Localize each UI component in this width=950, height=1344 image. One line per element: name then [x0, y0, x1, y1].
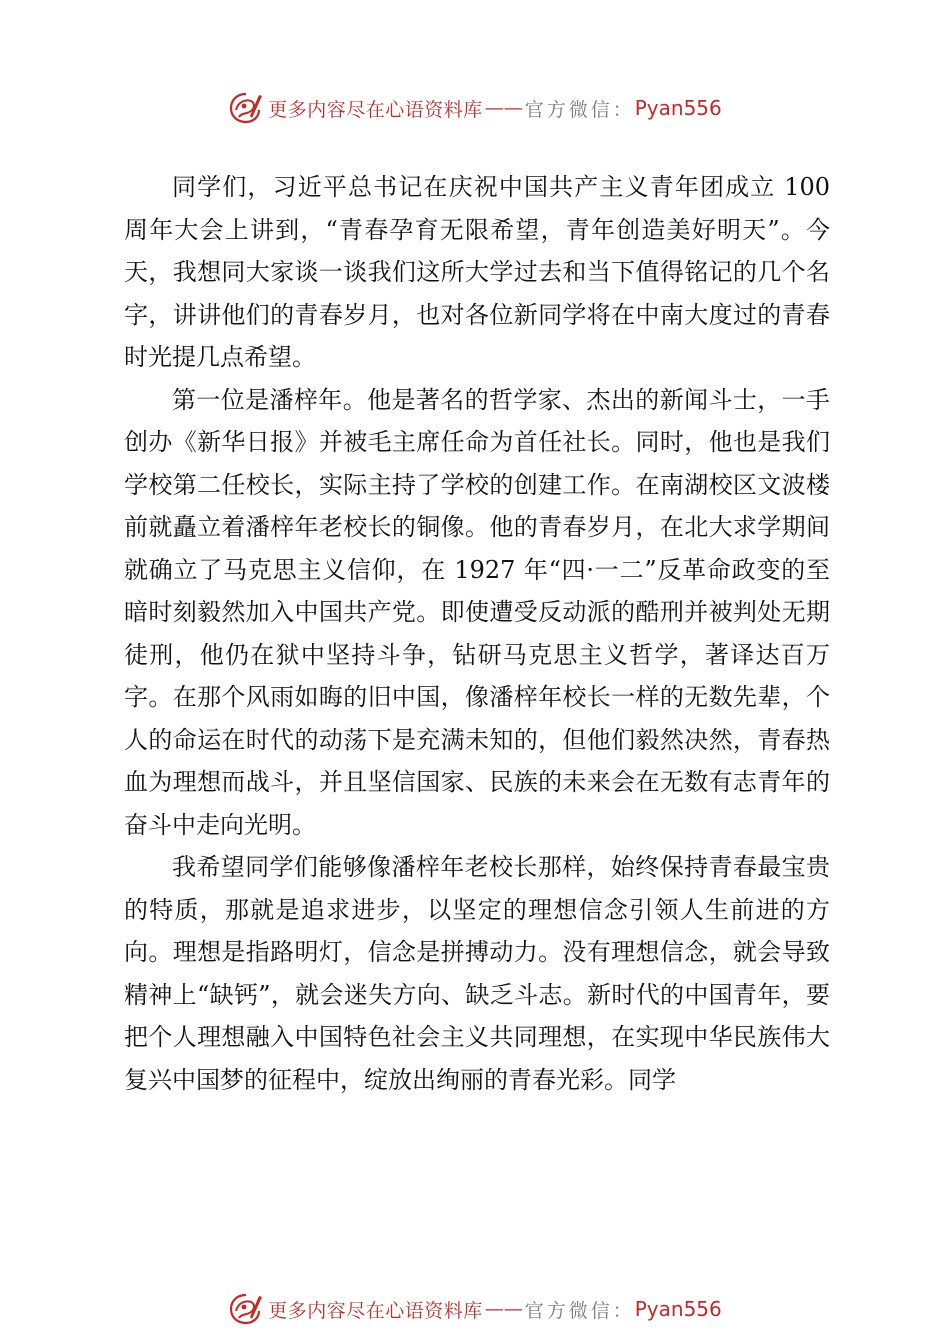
pen-swirl-logo-icon [228, 1291, 264, 1327]
header-separator: —— [484, 97, 523, 119]
footer-separator: —— [484, 1298, 523, 1320]
footer-wechat-id: Pyan556 [634, 1297, 722, 1321]
footer-banner [0, 1289, 950, 1329]
paragraph-2: 第一位是潘梓年。他是著名的哲学家、杰出的新闻斗士，一手创办《新华日报》并被毛主席任命为首任社长。同时，他也是我们学校第二任校长，实际主持了学校的创建工作。在南湖校区文波楼前就矗立着潘梓年老校长的铜像。他的青春岁月，在北大求学期间就确立了马克思主义信仰，在 1927 年“四·一二”反革命政变的至暗时刻毅然加入中国共产党。即使遭受反动派的酷刑并被判处无期徒刑，他仍在狱中坚持斗争，钻研马克思主义哲学，著译达百万字。在那个风雨如晦的旧中国，像潘梓年校长一样的无数先辈，个人的命运在时代的动荡下是充满未知的，但他们毅然决然，青春热血为理想而战斗，并且坚信国家、民族的未来会在无数有志青年的奋斗中走向光明。 [124, 385, 830, 839]
paragraph-1: 同学们，习近平总书记在庆祝中国共产主义青年团成立 100 周年大会上讲到，“青春孕育无限希望，青年创造美好明天”。今天，我想同大家谈一谈我们这所大学过去和当下值得铭记的几个名字，讲讲他们的青春岁月，也对各位新同学将在中南大度过的青春时光提几点希望。 [124, 173, 830, 371]
header-wechat-id: Pyan556 [634, 96, 722, 120]
footer-official-label: 官方微信： [524, 1299, 635, 1322]
header-brand-text: 更多内容尽在心语资料库 [268, 98, 483, 121]
paragraph-3: 我希望同学们能够像潘梓年老校长那样，始终保持青春最宝贵的特质，那就是追求进步，以坚定的理想信念引领人生前进的方向。理想是指路明灯，信念是拼搏动力。没有理想信念，就会导致精神上“缺钙”，就会迷失方向、缺乏斗志。新时代的中国青年，要把个人理想融入中国特色社会主义共同理想，在实现中华民族伟大复兴中国梦的征程中，绽放出绚丽的青春光彩。同学 [124, 853, 830, 1094]
header-banner [0, 88, 950, 128]
pen-swirl-logo-icon [228, 90, 264, 126]
footer-brand-text: 更多内容尽在心语资料库 [268, 1299, 483, 1322]
header-official-label: 官方微信： [524, 98, 635, 121]
document-body [124, 166, 830, 1101]
